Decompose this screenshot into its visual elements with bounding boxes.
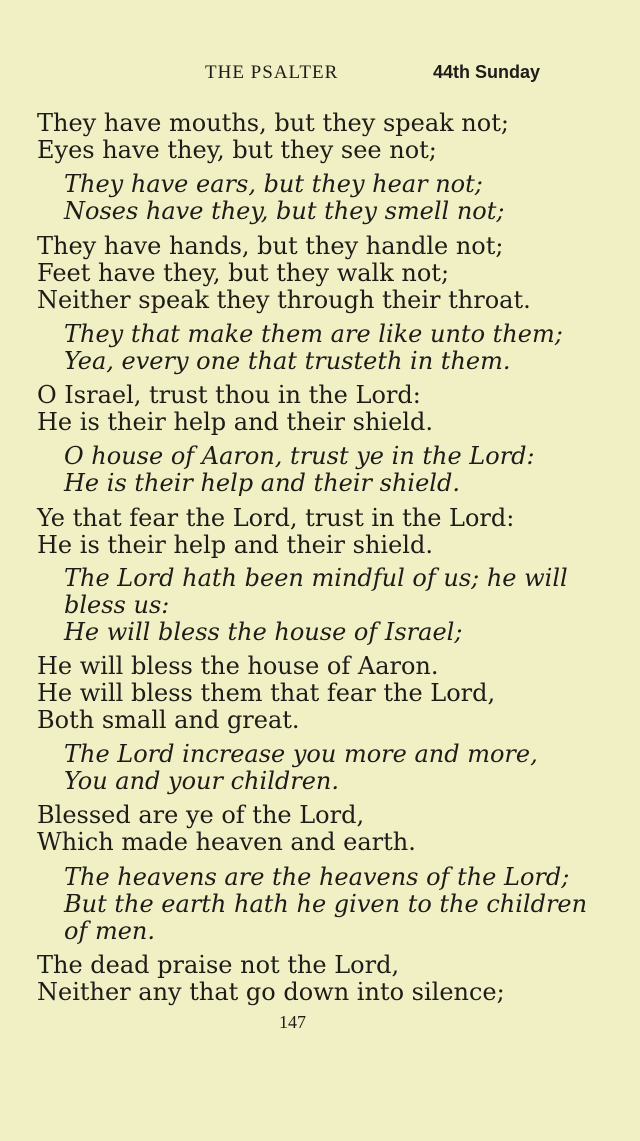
- verse-line: They have hands, but they handle not;: [37, 232, 504, 260]
- verse-line: Feet have they, but they walk not;: [37, 259, 450, 287]
- verse-line: He is their help and their shield.: [37, 531, 433, 559]
- response-line: They that make them are like unto them;: [64, 320, 563, 348]
- verse-line: They have mouths, but they speak not;: [37, 109, 509, 137]
- verse-line: O Israel, trust thou in the Lord:: [37, 381, 421, 409]
- response-line: bless us:: [64, 591, 170, 619]
- header-sunday: 44th Sunday: [432, 62, 540, 82]
- page-number: 147: [279, 1012, 306, 1032]
- verse-line: Which made heaven and earth.: [37, 828, 416, 856]
- verse-line: Eyes have they, but they see not;: [37, 136, 437, 164]
- response-line: The heavens are the heavens of the Lord;: [64, 863, 570, 891]
- response-line: But the earth hath he given to the children: [64, 890, 588, 918]
- response-line: He is their help and their shield.: [64, 469, 460, 497]
- response-line: You and your children.: [64, 767, 339, 795]
- response-line: O house of Aaron, trust ye in the Lord:: [64, 442, 535, 470]
- response-line: of men.: [64, 917, 156, 945]
- verse-line: Both small and great.: [37, 706, 300, 734]
- verse-line: The dead praise not the Lord,: [37, 951, 400, 979]
- running-header: [205, 62, 540, 88]
- verse-line: Neither speak they through their throat.: [37, 286, 531, 314]
- response-line: Yea, every one that trusteth in them.: [64, 347, 511, 375]
- verse-line: Neither any that go down into silence;: [37, 978, 505, 1006]
- verse-line: He will bless the house of Aaron.: [37, 652, 439, 680]
- response-line: He will bless the house of Israel;: [64, 618, 463, 646]
- header-title: THE PSALTER: [205, 62, 339, 83]
- response-line: The Lord hath been mindful of us; he will: [64, 564, 568, 592]
- verse-line: Ye that fear the Lord, trust in the Lord:: [37, 504, 515, 532]
- verse-line: He will bless them that fear the Lord,: [37, 679, 496, 707]
- response-line: They have ears, but they hear not;: [64, 170, 483, 198]
- response-line: The Lord increase you more and more,: [64, 740, 538, 768]
- response-line: Noses have they, but they smell not;: [64, 197, 505, 225]
- verse-line: Blessed are ye of the Lord,: [37, 801, 365, 829]
- verse-line: He is their help and their shield.: [37, 408, 433, 436]
